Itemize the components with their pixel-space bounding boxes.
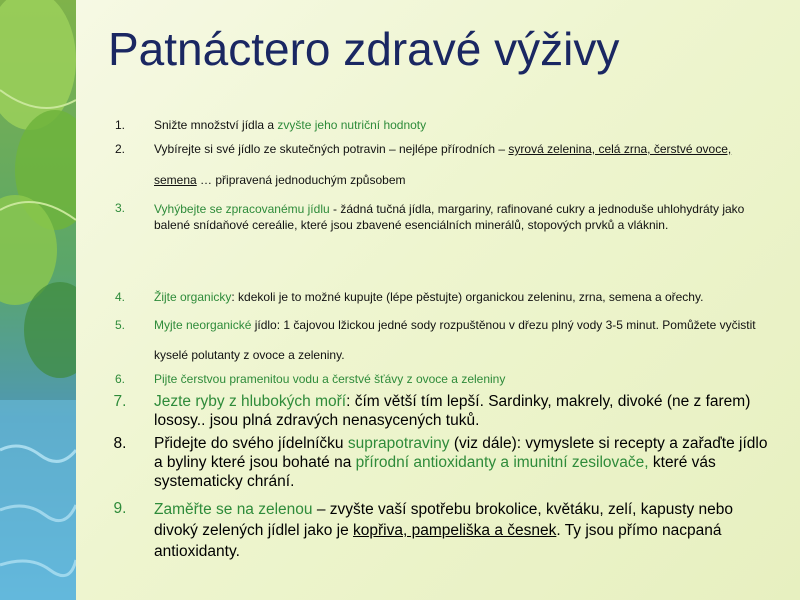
item-number: 4. xyxy=(114,290,125,304)
leaf-background-image xyxy=(0,0,76,600)
item-number: 1. xyxy=(114,118,125,132)
item-number: 7. xyxy=(113,393,127,410)
item-number: 5. xyxy=(114,318,125,332)
page-title: Patnáctero zdravé výživy xyxy=(108,23,620,75)
item-number: 6. xyxy=(114,372,125,386)
item-number: 8. xyxy=(113,435,127,452)
item-number: 9. xyxy=(113,500,127,517)
item-number: 3. xyxy=(114,201,125,215)
item-number: 2. xyxy=(114,142,125,156)
